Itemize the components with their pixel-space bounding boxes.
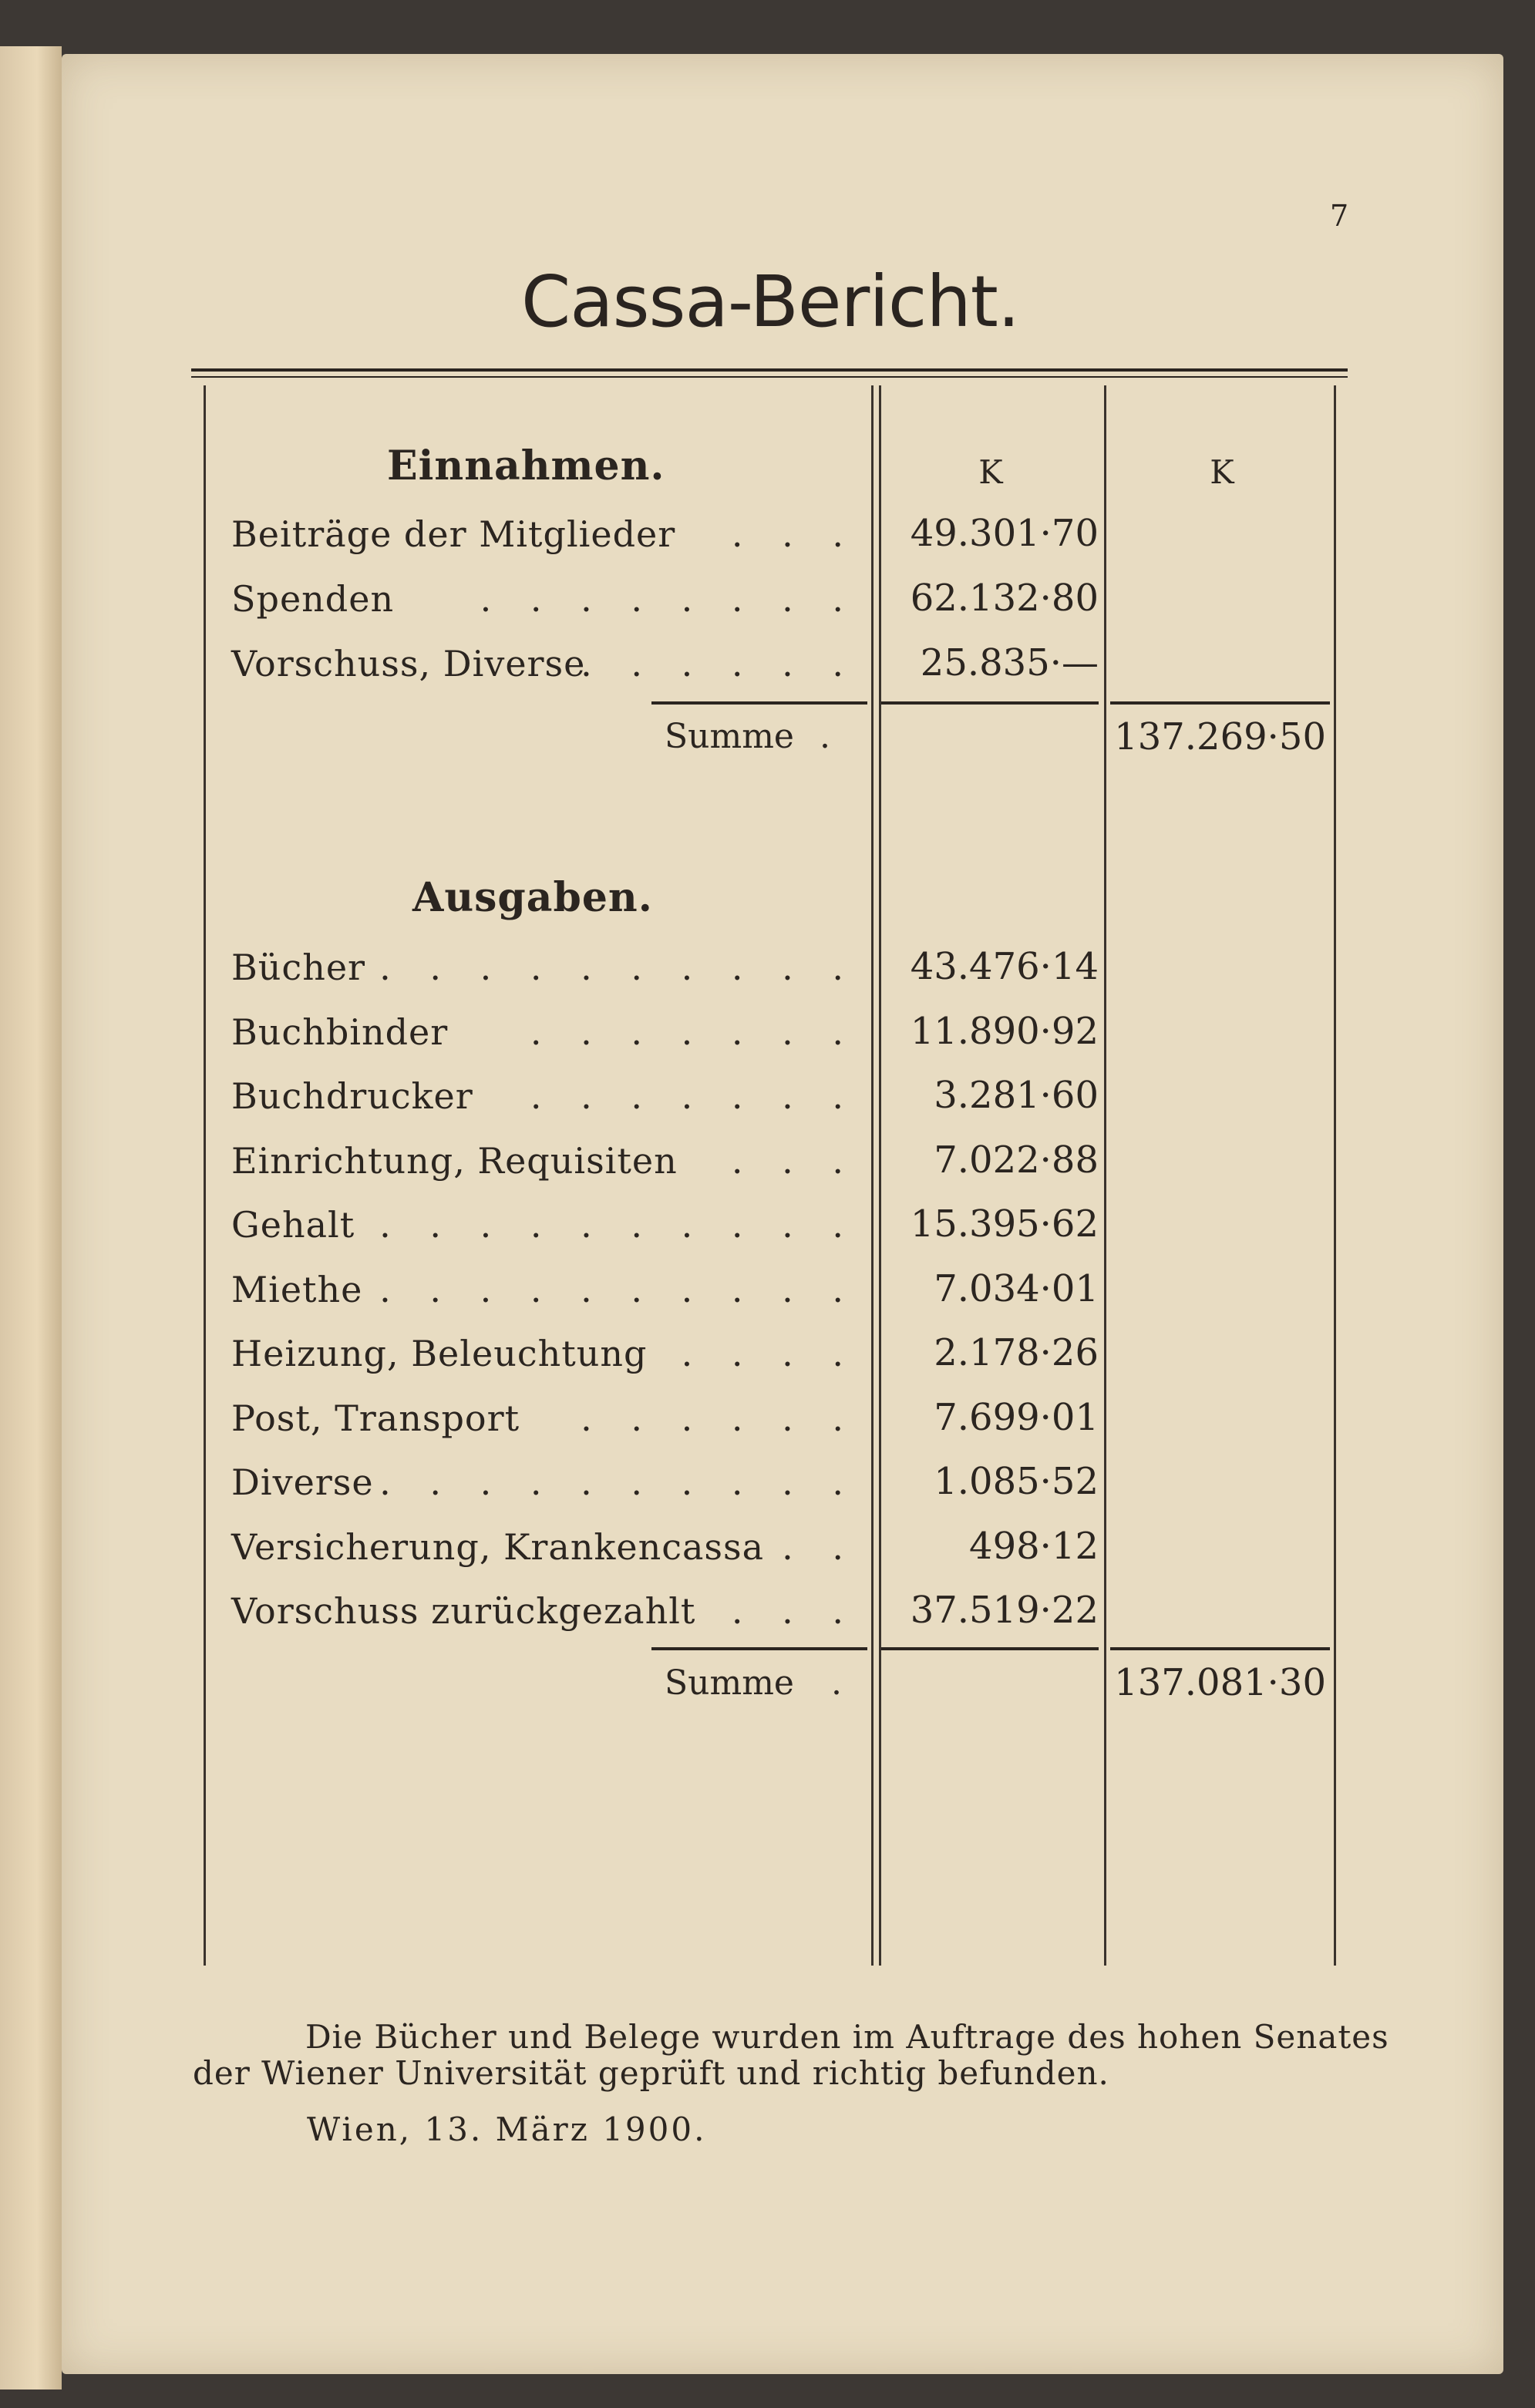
einnahmen-total: 137.269·50	[1114, 715, 1326, 758]
ausgaben-item-label: Heizung, Beleuchtung	[231, 1333, 648, 1374]
ausgaben-item-leader-dots: . .	[782, 1525, 857, 1568]
ausgaben-subtotal-rule	[651, 1647, 867, 1650]
ausgaben-item-leader-dots: . . . . . .	[581, 1397, 857, 1439]
ausgaben-item-label: Gehalt	[231, 1204, 355, 1246]
einnahmen-amount-rule	[881, 701, 1099, 705]
ausgaben-item-amount: 43.476·14	[910, 945, 1099, 988]
ausgaben-summe-dot: .	[831, 1663, 842, 1703]
ausgaben-amount-rule	[881, 1647, 1099, 1650]
einnahmen-item-label: Beiträge der Mitglieder	[231, 513, 676, 555]
einnahmen-total-rule	[1110, 701, 1330, 705]
ausgaben-item-label: Buchbinder	[231, 1011, 449, 1053]
ausgaben-item-amount: 7.034·01	[934, 1266, 1099, 1310]
ausgaben-item-amount: 7.699·01	[934, 1395, 1099, 1439]
ausgaben-item-amount: 498·12	[969, 1524, 1099, 1568]
ausgaben-item-leader-dots: . . . . . . . . . .	[379, 1204, 857, 1246]
ausgaben-item-label: Vorschuss zurückgezahlt	[231, 1590, 696, 1632]
ausgaben-item-label: Einrichtung, Requisiten	[231, 1139, 678, 1182]
ausgaben-item-label: Versicherung, Krankencassa	[231, 1525, 765, 1568]
column-header-k2: K	[1210, 453, 1234, 491]
section-heading-einnahmen: Einnahmen.	[387, 442, 665, 489]
table-right-border	[1334, 385, 1336, 1966]
ausgaben-item-leader-dots: . . .	[731, 1139, 857, 1182]
ausgaben-item-amount: 11.890·92	[910, 1009, 1099, 1053]
einnahmen-subtotal-rule	[651, 701, 867, 705]
einnahmen-item-amount: 62.132·80	[910, 577, 1099, 620]
ausgaben-item-label: Post, Transport	[231, 1397, 520, 1439]
page-title: Cassa-Bericht.	[521, 261, 1020, 343]
einnahmen-item-label: Vorschuss, Diverse	[231, 643, 586, 684]
einnahmen-summe-label: Summe	[665, 717, 794, 756]
ausgaben-total: 137.081·30	[1114, 1661, 1326, 1704]
ausgaben-item-label: Buchdrucker	[231, 1075, 473, 1117]
audit-note-line-2: der Wiener Universität geprüft und richtig befunden.	[193, 2054, 1109, 2092]
einnahmen-item-leader-dots: . . . . . . . .	[480, 578, 857, 620]
column-divider-2	[1104, 385, 1106, 1966]
title-rule	[191, 368, 1348, 372]
ausgaben-item-label: Miethe	[231, 1268, 363, 1310]
section-heading-ausgaben: Ausgaben.	[412, 874, 653, 921]
ausgaben-summe-label: Summe	[665, 1663, 794, 1703]
ausgaben-item-amount: 2.178·26	[934, 1331, 1099, 1374]
page-number: 7	[1330, 199, 1349, 233]
ausgaben-item-leader-dots: . . . . . . .	[530, 1011, 857, 1053]
ausgaben-item-amount: 1.085·52	[934, 1460, 1099, 1503]
ausgaben-item-label: Diverse	[231, 1461, 374, 1503]
ausgaben-item-leader-dots: . . . . . . . . . .	[379, 947, 857, 988]
ausgaben-item-amount: 15.395·62	[910, 1202, 1099, 1246]
table-left-border	[204, 385, 206, 1966]
ausgaben-item-label: Bücher	[231, 947, 366, 988]
ausgaben-total-rule	[1110, 1647, 1330, 1650]
title-rule-thin	[191, 376, 1348, 378]
ausgaben-item-leader-dots: . . . .	[681, 1333, 857, 1374]
einnahmen-item-amount: 49.301·70	[910, 512, 1099, 555]
ausgaben-item-amount: 3.281·60	[934, 1074, 1099, 1117]
einnahmen-item-amount: 25.835·—	[920, 641, 1099, 684]
einnahmen-item-leader-dots: . . . . . .	[581, 643, 857, 684]
einnahmen-item-label: Spenden	[231, 578, 395, 620]
place-and-date: Wien, 13. März 1900.	[307, 2110, 707, 2148]
ausgaben-item-leader-dots: . . . . . . . . . .	[379, 1461, 857, 1503]
ausgaben-item-leader-dots: . . . . . . .	[530, 1075, 857, 1117]
ausgaben-item-amount: 7.022·88	[934, 1138, 1099, 1182]
ausgaben-item-leader-dots: . . .	[731, 1590, 857, 1632]
einnahmen-item-leader-dots: . . .	[731, 513, 857, 555]
book-binding	[0, 46, 62, 2390]
einnahmen-summe-dot: .	[820, 717, 830, 756]
ausgaben-item-amount: 37.519·22	[910, 1589, 1099, 1632]
column-header-k1: K	[978, 453, 1003, 491]
column-divider-1a	[871, 385, 874, 1966]
audit-note-line-1: Die Bücher und Belege wurden im Auftrage des hohen Senates	[305, 2018, 1389, 2056]
ausgaben-item-leader-dots: . . . . . . . . . .	[379, 1268, 857, 1310]
